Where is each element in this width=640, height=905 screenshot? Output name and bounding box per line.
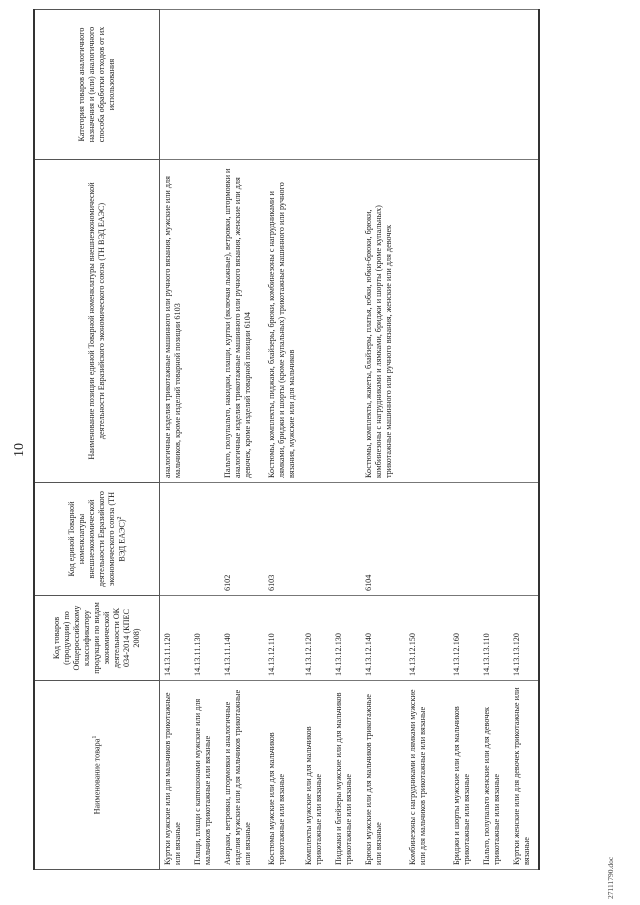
table-row [405, 10, 449, 870]
cell-code [405, 483, 449, 596]
cell-okpd: 14.13.12.160 [449, 596, 479, 681]
cell-category [449, 10, 479, 160]
cell-code [160, 483, 190, 596]
cell-code: 6102 [220, 483, 264, 596]
cell-name: Пиджаки и блейзеры мужские или для мальчиков трикотажные или вязаные [331, 681, 361, 870]
cell-category [264, 10, 301, 160]
cell-category [160, 10, 190, 160]
cell-name: Комплекты мужские или для мальчиков трикотажные или вязаные [301, 681, 331, 870]
cell-okpd: 14.13.13.120 [509, 596, 539, 681]
cell-code [301, 483, 331, 596]
cell-category [405, 10, 449, 160]
table-row [479, 10, 509, 870]
table-header-row [34, 10, 160, 870]
cell-code [190, 483, 220, 596]
cell-okpd: 14.13.12.120 [301, 596, 331, 681]
cell-category [220, 10, 264, 160]
table-row [361, 10, 405, 870]
table-row [160, 10, 190, 870]
table-row [301, 10, 331, 870]
cell-name: Куртки женские или для девочек трикотажные или вязаные [509, 681, 539, 870]
cell-category [190, 10, 220, 160]
cell-okpd: 14.13.11.140 [220, 596, 264, 681]
cell-desc [331, 160, 361, 483]
cell-okpd: 14.13.11.130 [190, 596, 220, 681]
cell-desc: Костюмы, комплекты, жакеты, блайзеры, платья, юбки, юбки-брюки, брюки, комбинезоны с нагрудниками и лямками, бриджи и шорты (кроме купальных) трикотажные машинного или ручного вязания, женские или для девочек [361, 160, 405, 483]
table-row [331, 10, 361, 870]
cell-desc [301, 160, 331, 483]
cell-category [301, 10, 331, 160]
cell-okpd: 14.13.12.130 [331, 596, 361, 681]
cell-desc: Костюмы, комплекты, пиджаки, блайзеры, брюки, комбинезоны с нагрудниками и лямками, бриджи и шорты (кроме купальных) трикотажные машинного или ручного вязания, мужские или для мальчиков [264, 160, 301, 483]
table-row [190, 10, 220, 870]
cell-desc [449, 160, 479, 483]
cell-code [479, 483, 509, 596]
cell-code [449, 483, 479, 596]
cell-desc [479, 160, 509, 483]
cell-desc [405, 160, 449, 483]
table-row [509, 10, 539, 870]
cell-name: Брюки мужские или для мальчиков трикотажные или вязаные [361, 681, 405, 870]
cell-name: Анораки, ветровки, штормовки и аналогичные изделия мужские или для мальчиков трикотажные или вязаные [220, 681, 264, 870]
cell-okpd: 14.13.12.110 [264, 596, 301, 681]
cell-code [509, 483, 539, 596]
header-name: Наименование товара$^1$ [34, 681, 160, 870]
cell-code: 6103 [264, 483, 301, 596]
cell-code [331, 483, 361, 596]
cell-name: Бриджи и шорты мужские или для мальчиков трикотажные или вязаные [449, 681, 479, 870]
cell-okpd: 14.13.11.120 [160, 596, 190, 681]
cell-category [361, 10, 405, 160]
goods-table [33, 9, 540, 870]
cell-name: Куртки мужские или для мальчиков трикотажные или вязаные [160, 681, 190, 870]
cell-okpd: 14.13.13.110 [479, 596, 509, 681]
footer-filename: 27111790.doc [606, 856, 615, 899]
cell-okpd: 14.13.12.150 [405, 596, 449, 681]
cell-category [479, 10, 509, 160]
cell-category [509, 10, 539, 160]
table-row [264, 10, 301, 870]
cell-name: Пальто, полупальто женские или для девочек трикотажные или вязаные [479, 681, 509, 870]
header-category: Категория товаров аналогичного назначения и (или) аналогичного способа обработки отходов от их использования [34, 10, 160, 160]
table-row [220, 10, 264, 870]
cell-okpd: 14.13.12.140 [361, 596, 405, 681]
header-tnved-name: Наименование позиции единой Товарной номенклатуры внешнеэкономической деятельности Евразийского экономического союза (ТН ВЭД ЕАЭС) [34, 160, 160, 483]
cell-desc: аналогичные изделия трикотажные машинного или ручного вязания, мужские или для мальчиков, кроме изделий товарной позиции 6103 [160, 160, 190, 483]
header-tnved-code: Код единой Товарной номенклатуры внешнеэкономической деятельности Евразийского экономического союза (ТН ВЭД ЕАЭС)$^2$ [34, 483, 160, 596]
cell-desc [190, 160, 220, 483]
cell-name: Плащи, плащи с капюшонами мужские или для мальчиков трикотажные или вязаные [190, 681, 220, 870]
cell-code: 6104 [361, 483, 405, 596]
cell-desc [509, 160, 539, 483]
cell-desc: Пальто, полупальто, накидки, плащи, куртки (включая лыжные), ветровки, штормовки и аналогичные изделия трикотажные машинного или ручного вязания, женские или для девочек, кроме изделий товарной позиции 6104 [220, 160, 264, 483]
header-okpd: Код товаров (продукции) по Общероссийскому классификатору продукции по видам экономической деятельности ОК 034-2014 (КПЕС 2008) [34, 596, 160, 681]
table-body [160, 10, 539, 870]
cell-name: Комбинезоны с нагрудниками и лямками мужские или для мальчиков трикотажные или вязаные [405, 681, 449, 870]
table-row [449, 10, 479, 870]
cell-name: Костюмы мужские или для мальчиков трикотажные или вязаные [264, 681, 301, 870]
page-number: 10 [12, 443, 27, 457]
cell-category [331, 10, 361, 160]
